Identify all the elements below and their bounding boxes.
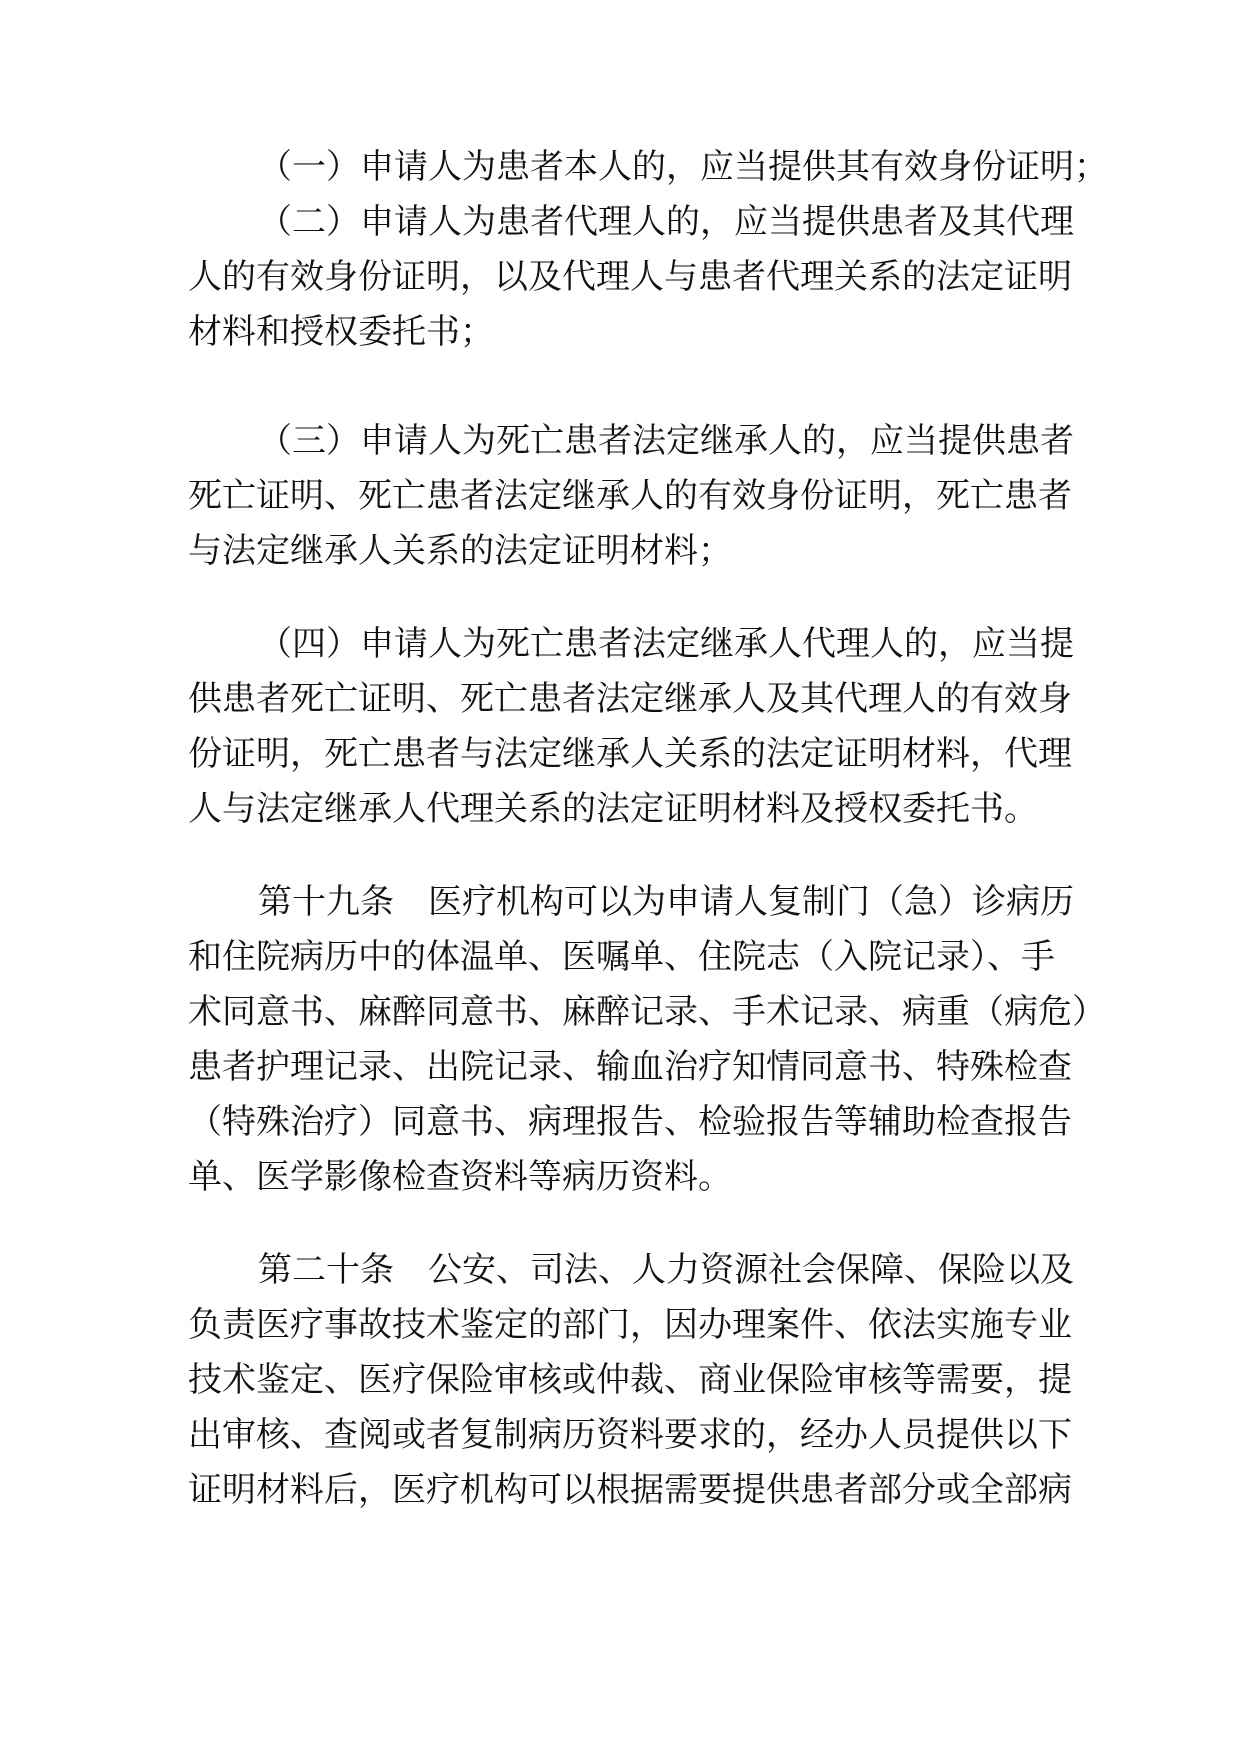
text-line: 和住院病历中的体温单、医嘱单、住院志（入院记录）、手 [188,937,1055,977]
text-line: （一）申请人为患者本人的，应当提供其有效身份证明； [258,147,1108,187]
text-line: 出审核、查阅或者复制病历资料要求的，经办人员提供以下 [188,1415,1072,1455]
text-line: 人与法定继承人代理关系的法定证明材料及授权委托书。 [188,789,1038,829]
text-line: 死亡证明、死亡患者法定继承人的有效身份证明，死亡患者 [188,476,1072,516]
text-line: 人的有效身份证明，以及代理人与患者代理关系的法定证明 [188,257,1072,297]
text-line: （三）申请人为死亡患者法定继承人的，应当提供患者 [258,421,1074,461]
text-line: 技术鉴定、医疗保险审核或仲裁、商业保险审核等需要，提 [188,1360,1072,1400]
text-line: （特殊治疗）同意书、病理报告、检验报告等辅助检查报告 [188,1102,1072,1142]
text-line: （二）申请人为患者代理人的，应当提供患者及其代理 [258,202,1074,242]
text-line: 材料和授权委托书； [188,312,494,352]
text-line: （四）申请人为死亡患者法定继承人代理人的，应当提 [258,624,1074,664]
text-line: 负责医疗事故技术鉴定的部门，因办理案件、依法实施专业 [188,1305,1072,1345]
text-line: 第十九条 医疗机构可以为申请人复制门（急）诊病历 [258,882,1074,922]
text-line: 供患者死亡证明、死亡患者法定继承人及其代理人的有效身 [188,679,1072,719]
text-line: 单、医学影像检查资料等病历资料。 [188,1157,732,1197]
text-line: 与法定继承人关系的法定证明材料； [188,531,732,571]
text-line: 份证明，死亡患者与法定继承人关系的法定证明材料，代理 [188,734,1072,774]
text-line: 患者护理记录、出院记录、输血治疗知情同意书、特殊检查 [188,1047,1072,1087]
text-line: 证明材料后，医疗机构可以根据需要提供患者部分或全部病 [188,1470,1072,1510]
text-line: 第二十条 公安、司法、人力资源社会保障、保险以及 [258,1250,1074,1290]
text-line: 术同意书、麻醉同意书、麻醉记录、手术记录、病重（病危） [188,992,1106,1032]
